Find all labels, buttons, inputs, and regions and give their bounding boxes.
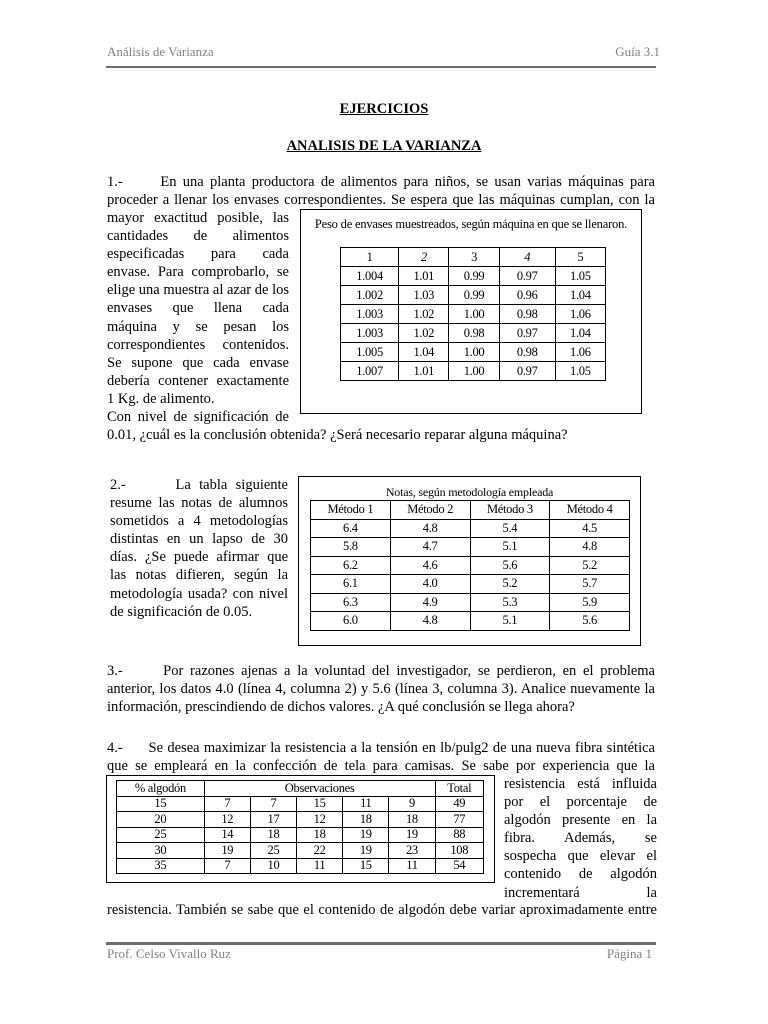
table-cell: 10 (250, 858, 296, 874)
ex1-left-text (107, 209, 289, 426)
ex4-right-text (504, 775, 657, 902)
text-line: sospecha que elevar el (504, 848, 657, 865)
text-line: distintas en un lapso de 30 (110, 531, 288, 548)
text-line: 1 Kg. de alimento. (107, 390, 215, 407)
text-line: anterior, los datos 4.0 (línea 4, columna 2) y 5.6 (línea 3, columna 3). Analice nuevamente la (107, 681, 655, 698)
text-line: proceder a llenar los envases correspondientes. Se espera que las máquinas cumplan, con la (107, 192, 655, 209)
table-cell: 18 (389, 812, 435, 828)
text-line: envases que llena cada (107, 300, 289, 317)
table-cell: 11 (297, 858, 343, 874)
ex2-table-box (298, 476, 641, 646)
table-cell: 19 (343, 827, 389, 843)
table-cell: 5.9 (550, 593, 630, 612)
table-header-cell: Observaciones (204, 781, 435, 797)
table-cell: 54 (435, 858, 483, 874)
table-cell: 15 (117, 796, 205, 812)
table-cell: 4.5 (550, 519, 630, 538)
table-cell: 0.99 (449, 286, 499, 305)
table-cell: 1.01 (399, 362, 449, 381)
text-line: que se empleará en la confección de tela para camisas. Se sabe por experiencia que la (107, 758, 655, 775)
text-line: contenido de algodón (504, 866, 657, 883)
text-line: debería contener exactamente (107, 372, 289, 389)
ex4-table (116, 780, 484, 874)
table-row (341, 286, 606, 305)
table-cell: 5.1 (470, 538, 550, 557)
table-cell: 20 (117, 812, 205, 828)
text-line: Con nivel de significación de (107, 409, 289, 426)
table-cell: 5.1 (470, 612, 550, 631)
table-cell: 18 (250, 827, 296, 843)
text-line: incrementará la (504, 884, 657, 901)
table-cell: 5.2 (470, 575, 550, 594)
table-header-row (311, 501, 630, 520)
table-cell: 6.1 (311, 575, 391, 594)
table-cell: 1.002 (341, 286, 399, 305)
table-cell: 4.0 (390, 575, 470, 594)
table-row (117, 843, 484, 859)
table-cell: 15 (297, 796, 343, 812)
table-cell: 25 (250, 843, 296, 859)
text-line: algodón presente en la (504, 812, 657, 829)
table-cell: 88 (435, 827, 483, 843)
table-row (311, 538, 630, 557)
footer-right: Página 1 (606, 946, 652, 961)
text-line: especificadas para cada (107, 246, 289, 263)
text-line: por el porcentaje de (504, 794, 657, 811)
ex4-last-line: resistencia. También se sabe que el contenido de algodón debe variar aproximadamente entre (107, 902, 657, 918)
table-row (311, 575, 630, 594)
text-line: resistencia está influida (504, 776, 657, 792)
table-cell: 0.97 (499, 324, 555, 343)
table-cell: 12 (297, 812, 343, 828)
ex2-table-caption: Notas, según metodología empleada (385, 485, 554, 499)
table-cell: 0.99 (449, 267, 499, 286)
table-cell: 1.00 (449, 305, 499, 324)
table-cell: 0.97 (499, 362, 555, 381)
table-cell: 1.05 (555, 267, 605, 286)
table-row (117, 858, 484, 874)
table-row (311, 519, 630, 538)
table-cell: 4.6 (390, 556, 470, 575)
ex1-table-caption: Peso de envases muestreados, según máquina en que se llenaron. (314, 217, 628, 231)
table-cell: 1.03 (399, 286, 449, 305)
table-cell: 5.3 (470, 593, 550, 612)
ex1-last-line: 0.01, ¿cuál es la conclusión obtenida? ¿Será necesario reparar alguna máquina? (107, 427, 568, 443)
table-cell: 14 (204, 827, 250, 843)
table-row (341, 305, 606, 324)
table-cell: 77 (435, 812, 483, 828)
text-line: cantidades de alimentos (107, 228, 289, 245)
table-cell: 18 (343, 812, 389, 828)
table-cell: 30 (117, 843, 205, 859)
table-cell: 1.05 (555, 362, 605, 381)
table-header-cell: Método 3 (470, 501, 550, 520)
text-line: días. ¿Se puede afirmar que (110, 549, 288, 566)
table-cell: 1.003 (341, 324, 399, 343)
table-cell: 1.02 (399, 324, 449, 343)
table-cell: 9 (389, 796, 435, 812)
table-cell: 35 (117, 858, 205, 874)
table-header-cell: 4 (499, 248, 555, 267)
table-cell: 5.6 (470, 556, 550, 575)
table-row (341, 324, 606, 343)
ex1-table-box (300, 209, 642, 414)
footer-rule (106, 942, 656, 945)
text-line: elige una muestra al azar de los (107, 282, 289, 299)
text-line: 1.- En una planta productora de alimentos para niños, se usan varias máquinas para (107, 174, 655, 190)
page-title: EJERCICIOS (339, 101, 429, 117)
text-line: mayor exactitud posible, las (107, 210, 289, 226)
table-header-cell: Total (435, 781, 483, 797)
ex4-intro (107, 739, 655, 775)
table-cell: 0.98 (499, 343, 555, 362)
table-cell: 11 (389, 858, 435, 874)
header-rule (106, 66, 656, 68)
table-cell: 1.01 (399, 267, 449, 286)
table-cell: 6.0 (311, 612, 391, 631)
text-line: 4.- Se desea maximizar la resistencia a la tensión en lb/pulg2 de una nueva fibra sintética (107, 740, 655, 756)
table-cell: 1.04 (399, 343, 449, 362)
table-cell: 4.7 (390, 538, 470, 557)
table-row (311, 556, 630, 575)
table-cell: 4.8 (550, 538, 630, 557)
text-line: máquina y se pesan los (107, 318, 289, 335)
text-line: de significación de 0.05. (110, 603, 253, 620)
ex1-intro (107, 173, 655, 209)
ex2-table (310, 500, 630, 631)
table-cell: 1.06 (555, 305, 605, 324)
table-cell: 17 (250, 812, 296, 828)
table-header-row (341, 248, 606, 267)
table-cell: 0.98 (499, 305, 555, 324)
table-header-cell: Método 4 (550, 501, 630, 520)
table-cell: 1.00 (449, 343, 499, 362)
table-header-cell: 1 (341, 248, 399, 267)
table-cell: 5.4 (470, 519, 550, 538)
table-row (311, 593, 630, 612)
table-cell: 108 (435, 843, 483, 859)
table-header-cell: % algodón (117, 781, 205, 797)
table-cell: 7 (204, 796, 250, 812)
table-cell: 0.96 (499, 286, 555, 305)
table-cell: 6.2 (311, 556, 391, 575)
table-cell: 7 (204, 858, 250, 874)
table-cell: 4.8 (390, 519, 470, 538)
table-cell: 18 (297, 827, 343, 843)
table-cell: 1.06 (555, 343, 605, 362)
table-cell: 7 (250, 796, 296, 812)
table-cell: 19 (343, 843, 389, 859)
table-row (341, 267, 606, 286)
table-cell: 5.6 (550, 612, 630, 631)
table-cell: 0.98 (449, 324, 499, 343)
table-cell: 23 (389, 843, 435, 859)
table-cell: 6.3 (311, 593, 391, 612)
text-line: fibra. Además, se (504, 830, 657, 847)
table-cell: 1.00 (449, 362, 499, 381)
table-cell: 19 (204, 843, 250, 859)
table-header-cell: 2 (399, 248, 449, 267)
text-line: sometidos a 4 metodologías (110, 513, 288, 530)
table-row (311, 612, 630, 631)
text-line: Se supone que cada envase (107, 354, 289, 371)
table-cell: 25 (117, 827, 205, 843)
text-line: resume las notas de alumnos (110, 495, 288, 512)
table-cell: 1.004 (341, 267, 399, 286)
table-row (341, 343, 606, 362)
table-cell: 22 (297, 843, 343, 859)
table-cell: 5.2 (550, 556, 630, 575)
table-cell: 0.97 (499, 267, 555, 286)
table-row (117, 827, 484, 843)
ex1-table (340, 247, 606, 381)
table-cell: 49 (435, 796, 483, 812)
table-cell: 6.4 (311, 519, 391, 538)
table-cell: 11 (343, 796, 389, 812)
text-line: correspondientes contenidos. (107, 336, 289, 353)
table-cell: 1.04 (555, 324, 605, 343)
text-line: información, prescindiendo de dichos valores. ¿A qué conclusión se llega ahora? (107, 699, 575, 716)
table-header-cell: 3 (449, 248, 499, 267)
table-cell: 1.04 (555, 286, 605, 305)
ex3-text (107, 662, 655, 716)
table-header-cell: Método 1 (311, 501, 391, 520)
table-header-cell: Método 2 (390, 501, 470, 520)
table-cell: 1.003 (341, 305, 399, 324)
table-cell: 5.7 (550, 575, 630, 594)
table-row (117, 812, 484, 828)
table-cell: 1.02 (399, 305, 449, 324)
table-header-row (117, 781, 484, 797)
text-line: 2.- La tabla siguiente (110, 477, 288, 493)
table-cell: 1.007 (341, 362, 399, 381)
ex2-text (110, 476, 288, 621)
table-cell: 15 (343, 858, 389, 874)
table-cell: 4.9 (390, 593, 470, 612)
table-row (341, 362, 606, 381)
table-header-cell: 5 (555, 248, 605, 267)
header-left: Análisis de Varianza (107, 44, 214, 59)
text-line: las notas difieren, según la (110, 567, 288, 584)
text-line: envase. Para comprobarlo, se (107, 264, 289, 281)
table-cell: 12 (204, 812, 250, 828)
table-cell: 1.005 (341, 343, 399, 362)
table-row (117, 796, 484, 812)
ex4-table-box (106, 775, 495, 883)
page-subtitle: ANALISIS DE LA VARIANZA (286, 138, 482, 154)
text-line: 3.- Por razones ajenas a la voluntad del investigador, se perdieron, en el problema (107, 663, 655, 679)
header-right: Guía 3.1 (615, 44, 660, 59)
text-line: metodología usada? con nivel (110, 585, 288, 602)
footer-left: Prof. Celso Vivallo Ruz (107, 946, 231, 961)
table-cell: 19 (389, 827, 435, 843)
table-cell: 5.8 (311, 538, 391, 557)
table-cell: 4.8 (390, 612, 470, 631)
